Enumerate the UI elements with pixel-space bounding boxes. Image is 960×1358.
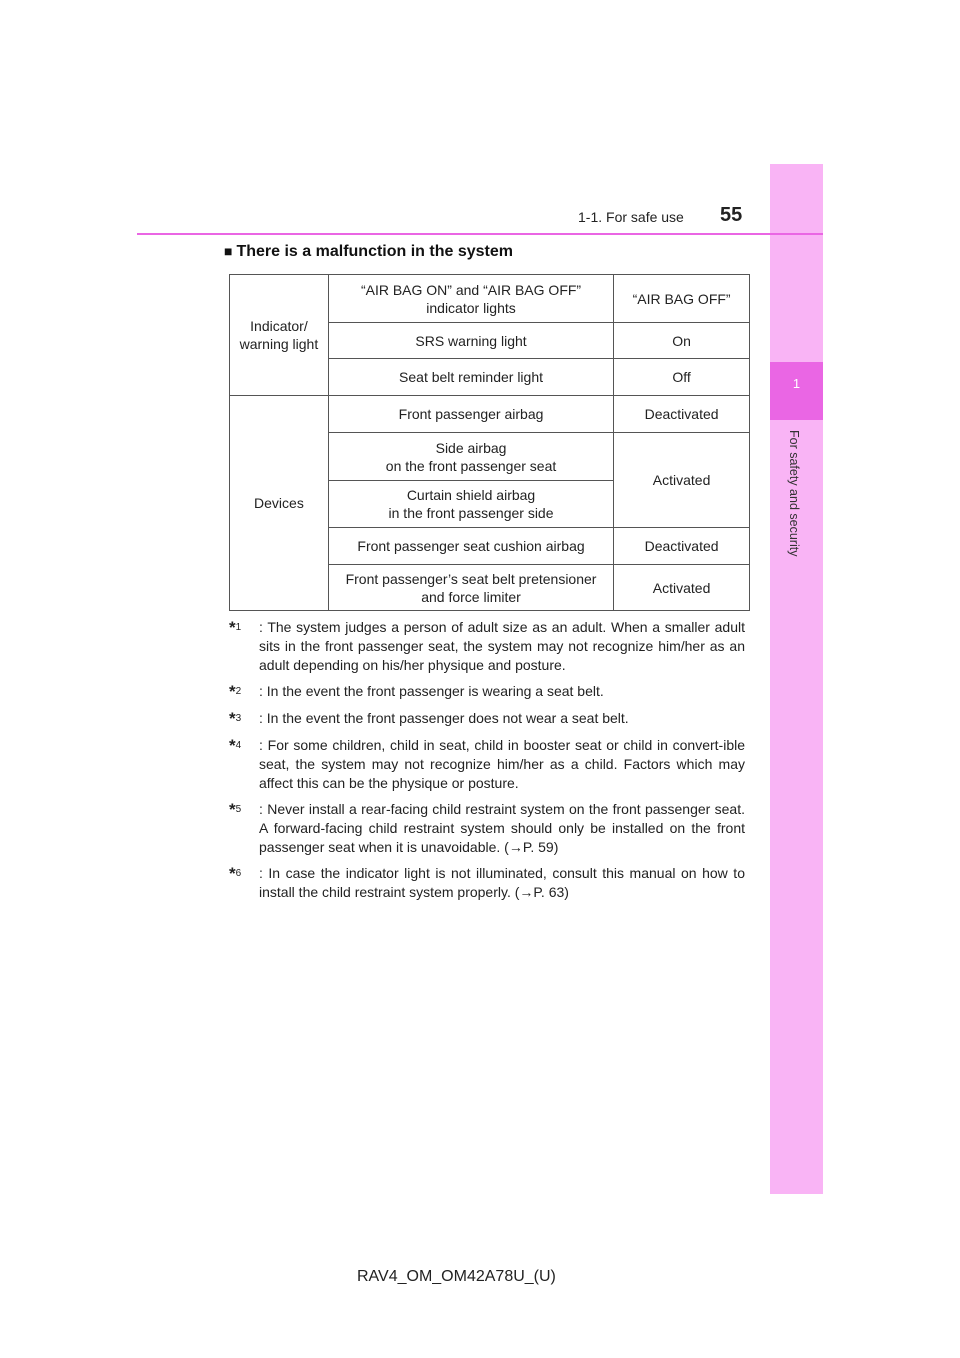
chapter-title: For safety and security <box>787 430 801 557</box>
footnote-star: * <box>229 864 236 883</box>
section-title: 1-1. For safe use <box>578 209 684 225</box>
footnote-star: * <box>229 618 236 637</box>
malfunction-table <box>229 274 750 611</box>
footnote-text: : For some children, child in seat, child in booster seat or child in convert-ible seat, the system may not recognize him/her as a child. Factors which may affect this can be the physique or posture. <box>259 737 745 791</box>
table-cell-item: “AIR BAG ON” and “AIR BAG OFF” indicator lights <box>328 275 613 323</box>
page-number: 55 <box>720 204 743 226</box>
footnote-text: : In case the indicator light is not illuminated, consult this manual on how to install the child restraint system properly. (→P. 63) <box>259 865 745 900</box>
footnote <box>229 800 745 857</box>
footnote-text: : In the event the front passenger does not wear a seat belt. <box>259 710 629 726</box>
footnote <box>229 709 745 729</box>
footnote <box>229 618 745 675</box>
chapter-sidebar <box>770 164 823 1194</box>
footnote-star: * <box>229 800 236 819</box>
footnote-text: : In the event the front passenger is wearing a seat belt. <box>259 683 604 699</box>
footnote <box>229 682 745 702</box>
footnote-number: 1 <box>235 622 242 633</box>
document-code: RAV4_OM_OM42A78U_(U) <box>357 1268 556 1285</box>
footnotes <box>229 618 745 909</box>
table-cell-state: “AIR BAG OFF” <box>614 275 750 323</box>
table-row <box>230 275 750 323</box>
table-cell-item: Front passenger airbag <box>328 396 613 433</box>
footnote-number: 3 <box>235 713 242 724</box>
table-cell-item: SRS warning light <box>328 323 613 359</box>
group-cell-devices: Devices <box>230 396 329 611</box>
table-cell-state: Deactivated <box>614 528 750 565</box>
footnote-number: 4 <box>235 740 242 751</box>
section-heading <box>224 243 513 261</box>
table-cell-item: Front passenger’s seat belt pretensioner and force limiter <box>328 565 613 611</box>
footnote-number: 6 <box>235 868 242 879</box>
chapter-tab <box>770 362 823 420</box>
table-cell-item: Front passenger seat cushion airbag <box>328 528 613 565</box>
table-cell-state: Activated <box>614 433 750 528</box>
table-cell-state: Off <box>614 359 750 396</box>
table-cell-item: Side airbag on the front passenger seat <box>328 433 613 481</box>
chapter-number: 1 <box>792 376 801 391</box>
table-cell-state: On <box>614 323 750 359</box>
footnote-text: : Never install a rear-facing child restraint system on the front passenger seat. A forward-facing child restraint system should only be installed on the front passenger seat when it is unavoidable. (→P. 59) <box>259 801 745 855</box>
footnote-number: 2 <box>235 686 242 697</box>
heading-square-icon: ■ <box>224 243 233 259</box>
table-cell-item: Seat belt reminder light <box>328 359 613 396</box>
footnote-number: 5 <box>235 804 242 815</box>
heading-text: There is a malfunction in the system <box>236 243 513 260</box>
footnote <box>229 736 745 793</box>
table-cell-state: Deactivated <box>614 396 750 433</box>
footnote-star: * <box>229 682 236 701</box>
table-cell-state: Activated <box>614 565 750 611</box>
group-cell-indicator: Indicator/ warning light <box>230 275 329 396</box>
footnote-star: * <box>229 736 236 755</box>
table-cell-item: Curtain shield airbag in the front passenger side <box>328 481 613 528</box>
footnote <box>229 864 745 902</box>
header-divider <box>137 233 823 235</box>
footnote-star: * <box>229 709 236 728</box>
footnote-text: : The system judges a person of adult size as an adult. When a smaller adult sits in the front passenger seat, the system may not recognize him/her as an adult depending on his/her physique and posture. <box>259 619 745 673</box>
table-row <box>230 396 750 433</box>
